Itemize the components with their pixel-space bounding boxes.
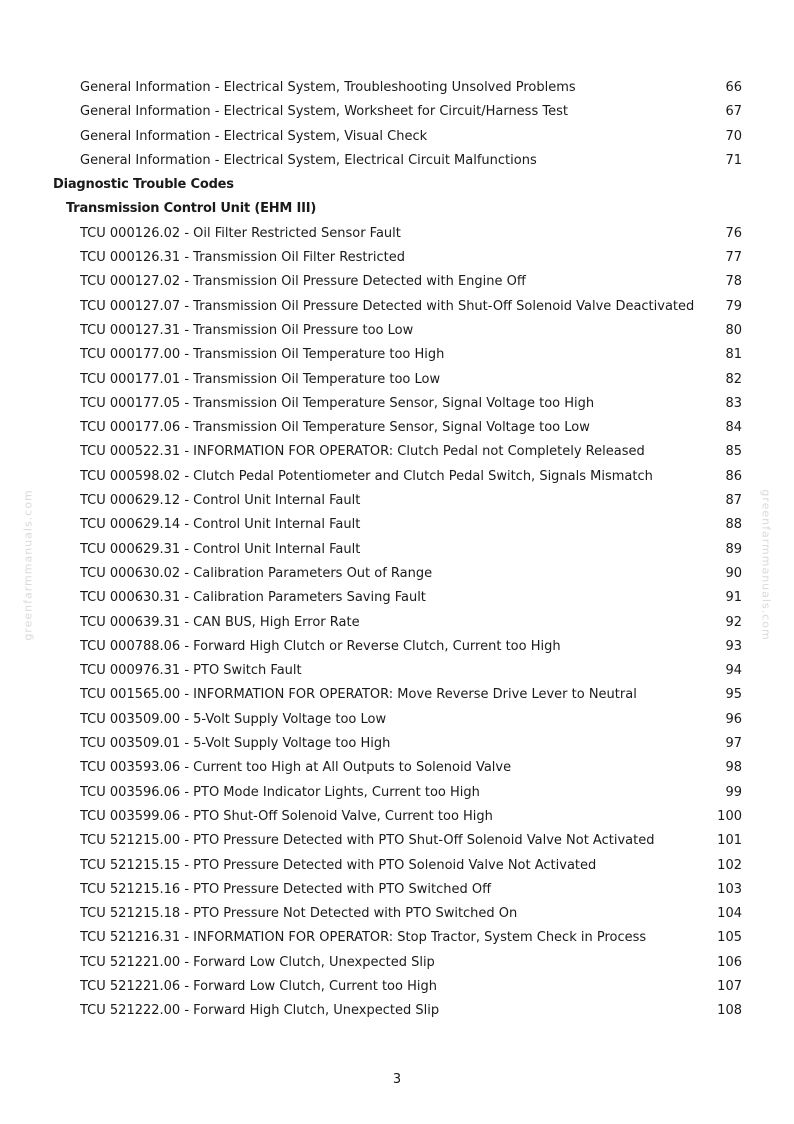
toc-entry-page: 90 (725, 565, 742, 581)
toc-entry-title: TCU 000126.02 - Oil Filter Restricted Sensor Fault (80, 225, 401, 241)
toc-entry-page: 77 (725, 250, 742, 266)
toc-entry[interactable] (0, 149, 794, 173)
toc-entry-title: TCU 000788.06 - Forward High Clutch or Reverse Clutch, Current too High (80, 638, 561, 654)
toc-entry-page: 104 (717, 906, 742, 922)
toc-entry-title: TCU 521215.15 - PTO Pressure Detected with PTO Solenoid Valve Not Activated (80, 857, 597, 873)
toc-entry-page: 78 (725, 274, 742, 290)
toc-entry-title: TCU 000127.07 - Transmission Oil Pressure Detected with Shut-Off Solenoid Valve Deactivated (80, 298, 695, 314)
toc-entry-page: 95 (725, 687, 742, 703)
toc-entry[interactable] (0, 538, 794, 562)
toc-entry-page: 83 (725, 395, 742, 411)
toc-entry-title: TCU 000177.01 - Transmission Oil Temperature too Low (80, 371, 441, 387)
toc-entry-page: 97 (725, 736, 742, 752)
toc-entry-page: 85 (725, 444, 742, 460)
toc-entry[interactable] (0, 635, 794, 659)
toc-entry-title: TCU 521215.00 - PTO Pressure Detected with PTO Shut-Off Solenoid Valve Not Activated (80, 833, 655, 849)
toc-entry-page: 84 (725, 420, 742, 436)
toc-entry-title: TCU 000522.31 - INFORMATION FOR OPERATOR: Clutch Pedal not Completely Released (80, 444, 645, 460)
toc-entry-title: TCU 000598.02 - Clutch Pedal Potentiometer and Clutch Pedal Switch, Signals Mismatch (80, 468, 653, 484)
toc-entry-title: TCU 003509.00 - 5-Volt Supply Voltage too Low (80, 711, 387, 727)
toc-entry-page: 70 (725, 128, 742, 144)
toc-entry[interactable] (0, 829, 794, 853)
toc-entry[interactable] (0, 781, 794, 805)
toc-entry-title: Transmission Control Unit (EHM III) (66, 201, 317, 217)
toc-entry-title: TCU 521216.31 - INFORMATION FOR OPERATOR: Stop Tractor, System Check in Process (80, 930, 647, 946)
toc-entry[interactable] (0, 975, 794, 999)
toc-entry[interactable] (0, 100, 794, 124)
toc-entry-page: 105 (717, 930, 742, 946)
toc-entry-page: 94 (725, 663, 742, 679)
page-number: 3 (392, 1072, 402, 1087)
toc-entry-title: General Information - Electrical System, Electrical Circuit Malfunctions (80, 152, 537, 168)
toc-entry-title: TCU 000630.31 - Calibration Parameters Saving Fault (80, 590, 426, 606)
toc-entry[interactable] (0, 659, 794, 683)
toc-entry-page: 100 (717, 808, 742, 824)
toc-entry[interactable] (0, 125, 794, 149)
toc-entry[interactable] (0, 246, 794, 270)
toc-entry[interactable] (0, 416, 794, 440)
toc-entry-page: 101 (717, 833, 742, 849)
toc-entry-title: TCU 000629.12 - Control Unit Internal Fault (80, 493, 361, 509)
toc-entry-title: TCU 000976.31 - PTO Switch Fault (80, 663, 302, 679)
toc-entry-title: TCU 003596.06 - PTO Mode Indicator Lights, Current too High (80, 784, 480, 800)
toc-entry-title: TCU 000629.31 - Control Unit Internal Fault (80, 541, 361, 557)
toc-entry-page: 79 (725, 298, 742, 314)
toc-entry-page: 106 (717, 954, 742, 970)
toc-entry-title: TCU 000639.31 - CAN BUS, High Error Rate (80, 614, 360, 630)
toc-entry-title: TCU 000630.02 - Calibration Parameters Out of Range (80, 565, 433, 581)
toc-entry-title: TCU 001565.00 - INFORMATION FOR OPERATOR: Move Reverse Drive Lever to Neutral (80, 687, 637, 703)
toc-entry[interactable] (0, 586, 794, 610)
watermark-left: greenfarmmanuals.com (21, 489, 35, 641)
toc-entry-page: 92 (725, 614, 742, 630)
toc-entry[interactable] (0, 902, 794, 926)
toc-entry-title: TCU 521221.06 - Forward Low Clutch, Current too High (80, 978, 437, 994)
toc-entry-page: 98 (725, 760, 742, 776)
toc-entry-title: TCU 521221.00 - Forward Low Clutch, Unexpected Slip (80, 954, 435, 970)
toc-entry-page: 76 (725, 225, 742, 241)
toc-entry[interactable] (0, 368, 794, 392)
toc-entry-title: TCU 000127.02 - Transmission Oil Pressure Detected with Engine Off (80, 274, 526, 290)
toc-entry-page: 88 (725, 517, 742, 533)
toc-entry[interactable] (0, 270, 794, 294)
toc-entry-title: TCU 003509.01 - 5-Volt Supply Voltage too High (80, 736, 391, 752)
toc-entry[interactable] (0, 76, 794, 100)
toc-entry-page: 99 (725, 784, 742, 800)
toc-entry[interactable] (0, 222, 794, 246)
toc-entry-page: 67 (725, 104, 742, 120)
toc-entry[interactable] (0, 392, 794, 416)
toc-entry-page: 82 (725, 371, 742, 387)
toc-entry-title: TCU 003599.06 - PTO Shut-Off Solenoid Valve, Current too High (80, 808, 493, 824)
toc-entry[interactable] (0, 343, 794, 367)
toc-entry[interactable] (0, 805, 794, 829)
toc-entry[interactable] (0, 295, 794, 319)
toc-entry[interactable] (0, 319, 794, 343)
toc-entry-title: TCU 000629.14 - Control Unit Internal Fault (80, 517, 361, 533)
toc-entry[interactable] (0, 465, 794, 489)
toc-entry[interactable] (0, 440, 794, 464)
toc-entry[interactable] (0, 708, 794, 732)
toc-entry-title: Diagnostic Trouble Codes (53, 177, 234, 193)
toc-entry[interactable] (0, 489, 794, 513)
toc-entry-title: TCU 000127.31 - Transmission Oil Pressure too Low (80, 322, 414, 338)
toc-entry-title: TCU 000177.06 - Transmission Oil Temperature Sensor, Signal Voltage too Low (80, 420, 590, 436)
toc-entry[interactable] (0, 951, 794, 975)
toc-entry-title: TCU 521222.00 - Forward High Clutch, Unexpected Slip (80, 1003, 440, 1019)
toc-entry[interactable] (0, 756, 794, 780)
toc-entry-title: TCU 000177.05 - Transmission Oil Temperature Sensor, Signal Voltage too High (80, 395, 595, 411)
toc-entry[interactable] (0, 562, 794, 586)
toc-entry-page: 71 (725, 152, 742, 168)
toc-entry-title: TCU 003593.06 - Current too High at All Outputs to Solenoid Valve (80, 760, 512, 776)
toc-entry-page: 80 (725, 322, 742, 338)
toc-entry[interactable] (0, 611, 794, 635)
toc-entry-page: 81 (725, 347, 742, 363)
toc-entry[interactable] (0, 513, 794, 537)
toc-entry[interactable] (0, 878, 794, 902)
toc-entry[interactable] (0, 999, 794, 1023)
toc-entry-title: TCU 521215.18 - PTO Pressure Not Detected with PTO Switched On (80, 906, 518, 922)
toc-entry-page: 103 (717, 881, 742, 897)
toc-entry-title: TCU 521215.16 - PTO Pressure Detected with PTO Switched Off (80, 881, 492, 897)
toc-entry-page: 87 (725, 493, 742, 509)
toc-entry-page: 89 (725, 541, 742, 557)
toc-entry-page: 102 (717, 857, 742, 873)
toc-entry-page: 66 (725, 80, 742, 95)
toc-entry-page: 108 (717, 1003, 742, 1019)
toc-entry-page: 107 (717, 978, 742, 994)
toc-entry-page: 86 (725, 468, 742, 484)
toc-entry[interactable] (0, 854, 794, 878)
toc-entry-title: General Information - Electrical System, Visual Check (80, 128, 428, 144)
toc-heading2 (0, 197, 794, 221)
toc-entry-page: 96 (725, 711, 742, 727)
toc-entry[interactable] (0, 926, 794, 950)
toc-entry-page: 93 (725, 638, 742, 654)
toc-entry-title: TCU 000177.00 - Transmission Oil Temperature too High (80, 347, 445, 363)
toc-heading1 (0, 173, 794, 197)
toc-entry-title: TCU 000126.31 - Transmission Oil Filter Restricted (80, 250, 405, 266)
toc-entry-page: 91 (725, 590, 742, 606)
toc-entry-title: General Information - Electrical System, Troubleshooting Unsolved Problems (80, 80, 576, 95)
toc-entry[interactable] (0, 732, 794, 756)
watermark-right: greenfarmmanuals.com (759, 489, 773, 641)
toc-entry[interactable] (0, 683, 794, 707)
toc-entry-title: General Information - Electrical System, Worksheet for Circuit/Harness Test (80, 104, 568, 120)
table-of-contents (0, 76, 794, 1024)
